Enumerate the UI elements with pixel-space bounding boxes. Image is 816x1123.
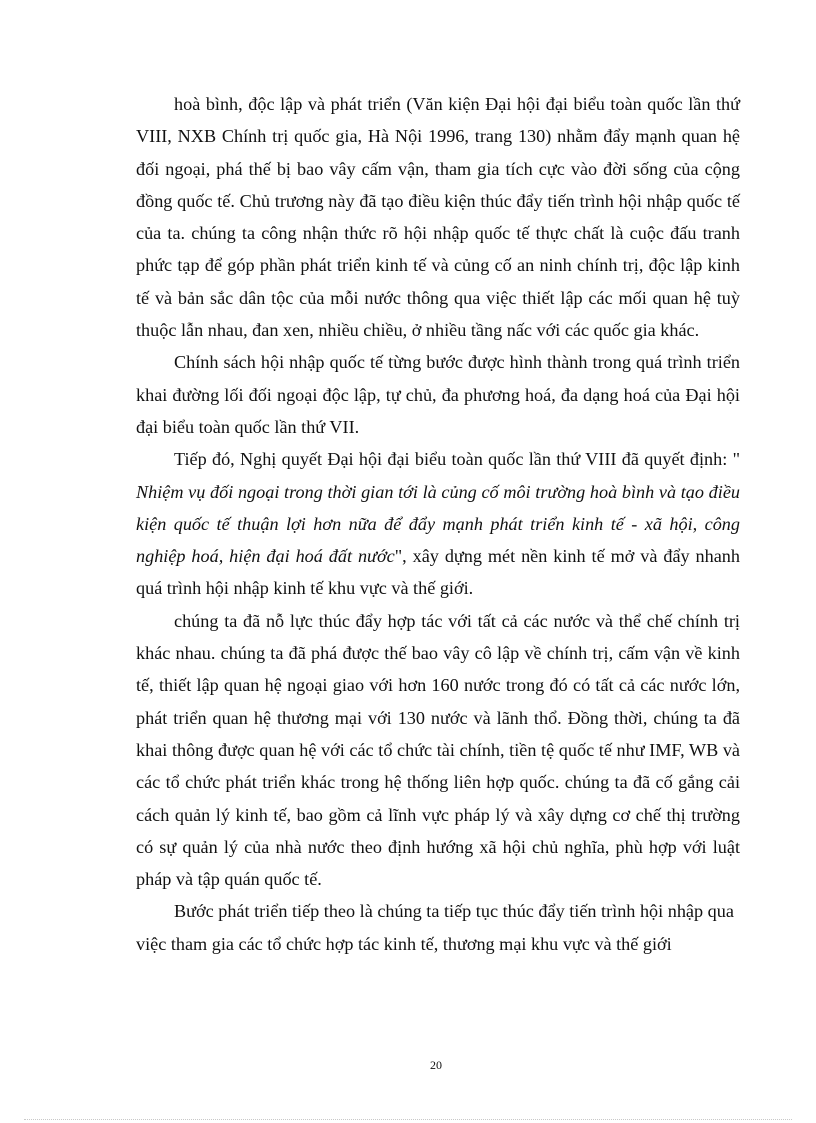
paragraph-3-intro: Tiếp đó, Nghị quyết Đại hội đại biểu toàn quốc lần thứ VIII đã quyết định: " <box>174 449 740 470</box>
paragraph-4: chúng ta đã nỗ lực thúc đẩy hợp tác với tất cả các nước và thể chế chính trị khác nhau. chúng ta đã phá được thế bao vây cô lập về chính trị, cấm vận về kinh tế, thiết lập quan hệ ngoại giao với hơn 160 nước trong đó có tất cả các nước lớn, phát triển quan hệ thương mại với 130 nước và lãnh thổ. Đồng thời, chúng ta đã khai thông được quan hệ với các tổ chức tài chính, tiền tệ quốc tế như IMF, WB và các tổ chức phát triển khác trong hệ thống liên hợp quốc. chúng ta đã cố gắng cải cách quản lý kinh tế, bao gồm cả lĩnh vực pháp lý và xây dựng cơ chế thị trường có sự quản lý của nhà nước theo định hướng xã hội chủ nghĩa, phù hợp với luật pháp và tập quán quốc tế. <box>136 610 740 890</box>
page-bottom-divider <box>24 1119 792 1120</box>
page-number: 20 <box>430 1058 442 1072</box>
paragraph-1: hoà bình, độc lập và phát triển (Văn kiện Đại hội đại biểu toàn quốc lần thứ VIII, NXB Chính trị quốc gia, Hà Nội 1996, trang 130) nhằm đẩy mạnh quan hệ đối ngoại, phá thế bị bao vây cấm vận, tham gia tích cực vào đời sống của cộng đồng quốc tế. Chủ trương này đã tạo điều kiện thúc đẩy tiến trình hội nhập quốc tế của ta. chúng ta công nhận thức rõ hội nhập quốc tế thực chất là cuộc đấu tranh phức tạp để góp phần phát triển kinh tế và củng cố an ninh chính trị, độc lập kinh tế và bản sắc dân tộc của mỗi nước thông qua việc thiết lập các mối quan hệ tuỳ thuộc lẫn nhau, đan xen, nhiều chiều, ở nhiều tầng nấc với các quốc gia khác. <box>136 94 740 341</box>
paragraph-3 <box>136 443 740 604</box>
paragraph-5: Bước phát triển tiếp theo là chúng ta tiếp tục thúc đẩy tiến trình hội nhập qua việc tham gia các tổ chức hợp tác kinh tế, thương mại khu vực và thế giới <box>136 901 734 954</box>
document-body <box>136 88 740 960</box>
paragraph-3-quote: Nhiệm vụ đối ngoại trong thời gian tới là củng cố môi trường hoà bình và tạo điều kiện quốc tế thuận lợi hơn nữa để đẩy mạnh phát triển kinh tế - xã hội, công nghiệp hoá, hiện đại hoá đất nước <box>136 481 740 567</box>
paragraph-2: Chính sách hội nhập quốc tế từng bước được hình thành trong quá trình triển khai đường lối đối ngoại độc lập, tự chủ, đa phương hoá, đa dạng hoá của Đại hội đại biểu toàn quốc lần thứ VII. <box>136 352 740 437</box>
paragraph-3-outro: ", xây dựng mét nền kinh tế mở và đẩy nhanh quá trình hội nhập kinh tế khu vực và thế giới. <box>136 546 740 599</box>
